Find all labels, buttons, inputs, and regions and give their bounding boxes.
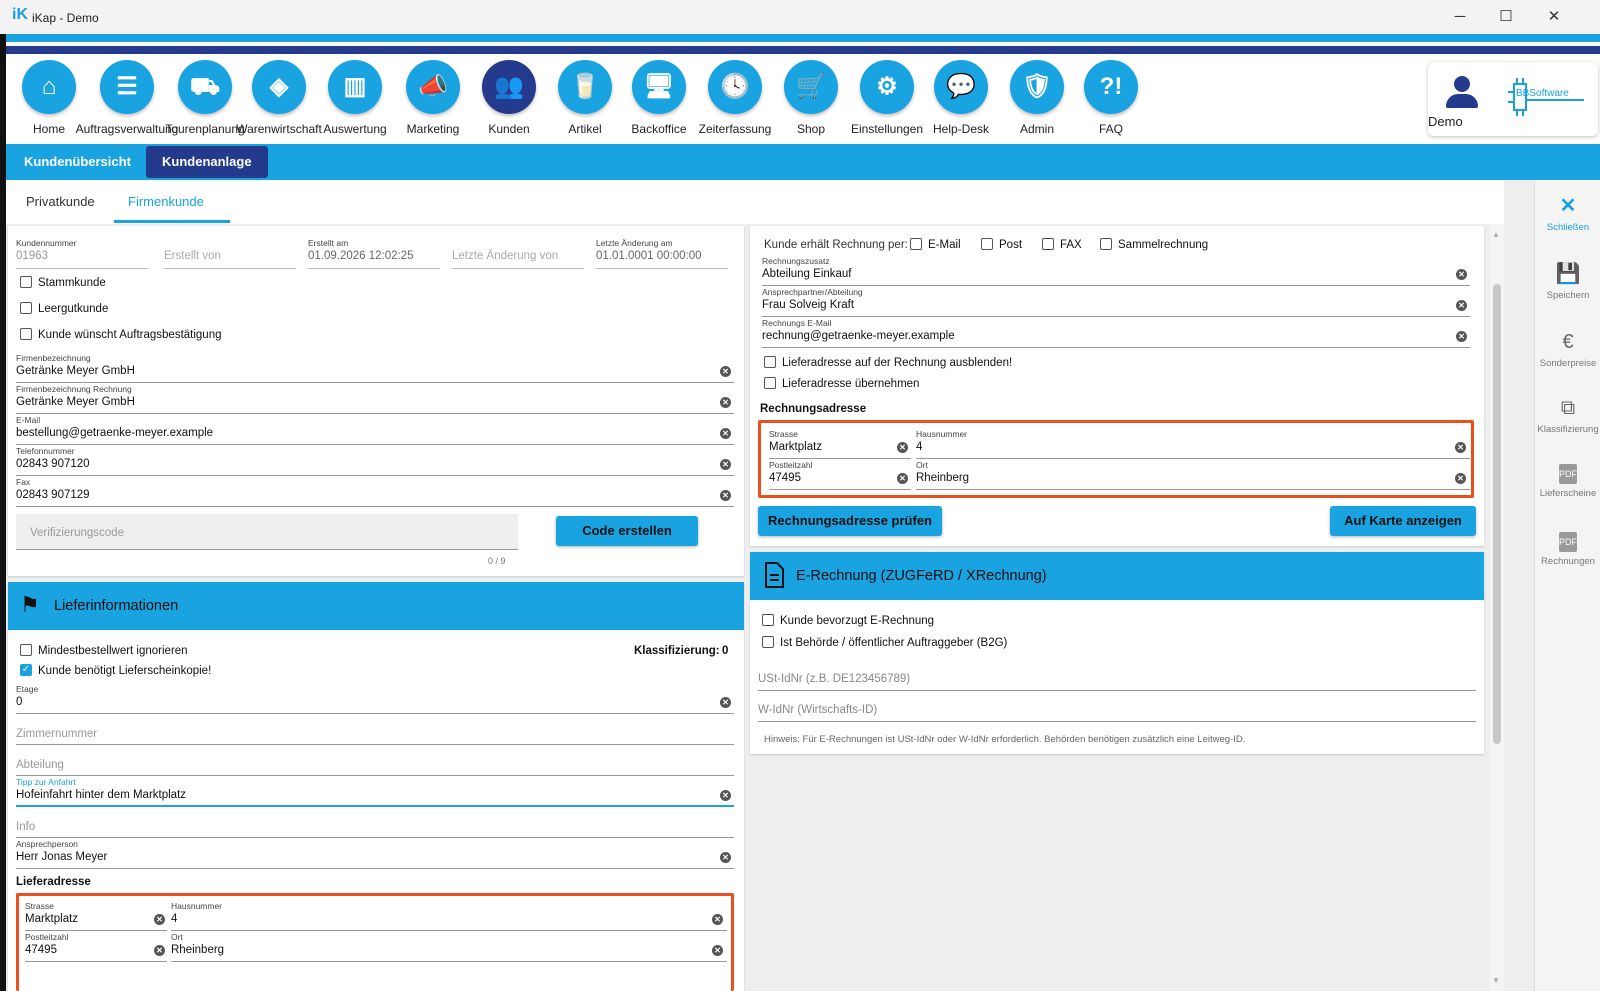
erstellt-von-field: Erstellt von	[164, 250, 221, 262]
strasse-input[interactable]: Marktplatz	[769, 441, 823, 453]
erechnung-title: E-Rechnung (ZUGFeRD / XRechnung)	[796, 568, 1047, 584]
rechnung-post-checkbox[interactable]	[981, 238, 993, 250]
ansprechpartner-input[interactable]: Frau Solveig Kraft	[762, 299, 855, 311]
nav-item-label: FAQ	[1098, 122, 1123, 136]
klassifizierung-button[interactable]	[1535, 396, 1600, 435]
maximize-button[interactable]: ☐	[1499, 8, 1513, 25]
sonderpreise-label: Sonderpreise	[1539, 358, 1597, 369]
rechnungen-button[interactable]	[1535, 532, 1600, 567]
rechnungsadresse-title: Rechnungsadresse	[760, 403, 867, 415]
schliessen-button[interactable]	[1535, 194, 1600, 233]
home-icon-glyph: ⌂	[41, 73, 57, 100]
postleitzahl-label: Postleitzahl	[25, 932, 69, 942]
truck-icon-glyph: ⛟	[189, 73, 221, 100]
order-list-icon-glyph: ☰	[116, 73, 138, 100]
cart-icon-glyph: 🛒	[796, 73, 826, 100]
letzte-aenderung-am-label: Letzte Änderung am	[596, 238, 673, 248]
rechnungszusatz-label: Rechnungszusatz	[762, 256, 830, 266]
clear-icon[interactable]: ✕	[1456, 269, 1467, 280]
kundennummer-field: 01963	[16, 250, 48, 262]
ort-label: Ort	[916, 460, 928, 470]
lieferadresse-box	[16, 893, 734, 991]
stammkunde-label: Stammkunde	[38, 277, 106, 289]
user-name: Demo	[1428, 114, 1463, 129]
user-box[interactable]	[1428, 62, 1598, 136]
strasse-label: Strasse	[25, 901, 54, 911]
nav-item-label: Auswertung	[323, 122, 387, 136]
rechnung-fax-checkbox[interactable]	[1042, 238, 1054, 250]
help-chat-icon-glyph: 💬	[946, 73, 976, 100]
lieferadresse-ausblenden-checkbox[interactable]	[764, 356, 776, 368]
sub-navigation	[6, 144, 1600, 180]
glass-icon	[558, 60, 612, 114]
hausnummer-input[interactable]: 4	[171, 913, 178, 925]
clock-icon	[708, 60, 762, 114]
bbsoftware-logo	[1506, 78, 1586, 116]
strasse-input[interactable]: Marktplatz	[25, 913, 79, 925]
action-sidebar	[1534, 180, 1600, 991]
erstellt-am-field: 01.09.2026 12:02:25	[308, 250, 414, 262]
pdf-icon: PDF	[1559, 464, 1577, 484]
delivery-card	[8, 582, 744, 991]
ust-idnr-input[interactable]: USt-IdNr (z.B. DE123456789)	[758, 673, 911, 685]
clear-icon[interactable]: ✕	[720, 397, 731, 408]
clear-icon[interactable]: ✕	[1456, 300, 1467, 311]
schliessen-label: Schließen	[1546, 222, 1590, 233]
telefon-label: Telefonnummer	[16, 446, 75, 456]
pdf-icon: PDF	[1559, 532, 1577, 552]
tab-kundenuebersicht[interactable]: Kundenübersicht	[24, 154, 131, 169]
shield-user-icon-glyph: 🛡	[1021, 73, 1053, 100]
etage-input[interactable]: 0	[16, 696, 23, 708]
kundennummer-label: Kundennummer	[16, 238, 77, 248]
user-icon	[1445, 76, 1479, 110]
erechnung-hinweis: Hinweis: Für E-Rechnungen ist USt-IdNr oder W-IdNr erforderlich. Behörden benötigen zusätzlich eine Leitweg-ID.	[764, 734, 1246, 745]
behoerde-checkbox[interactable]	[762, 636, 774, 648]
postleitzahl-label: Postleitzahl	[769, 460, 813, 470]
customer-type-tabs	[6, 180, 1504, 224]
info-input[interactable]: Info	[16, 821, 36, 833]
nav-item-label: Artikel	[568, 122, 602, 136]
erechnung-bevorzugt-checkbox[interactable]	[762, 614, 774, 626]
clear-icon[interactable]: ✕	[720, 790, 731, 801]
clear-icon[interactable]: ✕	[720, 490, 731, 501]
leergutkunde-checkbox[interactable]	[20, 302, 32, 314]
close-window-button[interactable]: ✕	[1547, 8, 1561, 25]
clear-icon[interactable]: ✕	[720, 697, 731, 708]
cart-icon	[784, 60, 838, 114]
nav-item-label: Shop	[796, 122, 826, 136]
telefon-input[interactable]: 02843 907120	[16, 458, 90, 470]
fax-label: Fax	[16, 477, 31, 487]
hausnummer-label: Hausnummer	[171, 901, 223, 911]
nav-item-label: Home	[32, 122, 65, 136]
auftragsbestaetigung-label: Kunde wünscht Auftragsbestätigung	[38, 329, 222, 341]
rechnung-email-label: E-Mail	[928, 239, 961, 251]
lieferscheine-label: Lieferscheine	[1539, 488, 1597, 499]
erstellt-am-label: Erstellt am	[308, 238, 349, 248]
title-bar	[0, 0, 1600, 34]
mindestbestellwert-checkbox[interactable]	[20, 644, 32, 656]
scroll-down-icon[interactable]: ▼	[1492, 976, 1500, 985]
gear-icon	[860, 60, 914, 114]
truck-icon	[178, 60, 232, 114]
lieferscheinkopie-checkbox[interactable]: ✓	[21, 664, 31, 675]
home-icon	[22, 60, 76, 114]
ansprechperson-label: Ansprechperson	[16, 839, 78, 849]
sonderpreise-button[interactable]	[1535, 330, 1600, 369]
tipp-anfahrt-input[interactable]: Hofeinfahrt hinter dem Marktplatz	[16, 789, 187, 801]
classification-icon: ⧉	[1560, 397, 1576, 419]
euro-icon: €	[1562, 331, 1574, 353]
clear-icon[interactable]: ✕	[897, 442, 908, 453]
klassifizierung-label: Klassifizierung:	[634, 645, 720, 657]
bar-chart-icon	[328, 60, 382, 114]
rechnung-email-checkbox[interactable]	[910, 238, 922, 250]
users-icon	[482, 60, 536, 114]
erechnung-header	[750, 552, 1484, 600]
tab-kundenanlage[interactable]: Kundenanlage	[146, 146, 268, 178]
stammkunde-checkbox[interactable]	[20, 276, 32, 288]
faq-icon	[1084, 60, 1138, 114]
minimize-button[interactable]: ─	[1454, 8, 1466, 25]
signpost-icon: ⚑	[20, 592, 40, 617]
zimmernummer-input[interactable]: Zimmernummer	[16, 728, 98, 740]
ort-input[interactable]: Rheinberg	[171, 944, 225, 956]
rechnung-per-label: Kunde erhält Rechnung per:	[764, 239, 908, 251]
nav-item-label: Tourenplanung	[165, 122, 245, 136]
lieferscheine-button[interactable]	[1535, 464, 1600, 499]
active-tab-indicator	[114, 220, 230, 223]
clear-icon[interactable]: ✕	[720, 459, 731, 470]
erechnung-card	[750, 552, 1484, 754]
company-card	[8, 226, 744, 576]
nav-item-label: Auftragsverwaltung	[75, 122, 179, 136]
box-icon	[252, 60, 306, 114]
speichern-button[interactable]	[1535, 262, 1600, 301]
postleitzahl-input[interactable]: 47495	[25, 944, 57, 956]
clear-icon[interactable]: ✕	[712, 945, 723, 956]
clear-icon[interactable]: ✕	[720, 366, 731, 377]
lieferadresse-uebernehmen-label: Lieferadresse übernehmen	[782, 378, 920, 390]
klassifizierung-value: 0	[722, 645, 729, 657]
faq-icon-glyph: ?!	[1099, 73, 1123, 100]
auf-karte-anzeigen-button[interactable]: Auf Karte anzeigen	[1330, 506, 1476, 536]
sammelrechnung-checkbox[interactable]	[1100, 238, 1112, 250]
computer-icon	[632, 60, 686, 114]
firmenbezeichnung-input[interactable]: Getränke Meyer GmbH	[16, 365, 135, 377]
letzte-aenderung-von-field: Letzte Änderung von	[452, 250, 559, 262]
rechnungsadresse-box	[758, 420, 1474, 498]
fax-input[interactable]: 02843 907129	[16, 489, 90, 501]
lieferadresse-ausblenden-label: Lieferadresse auf der Rechnung ausblenden!	[782, 357, 1013, 369]
scroll-up-icon[interactable]: ▲	[1492, 230, 1500, 239]
tab-firmenkunde[interactable]: Firmenkunde	[128, 194, 204, 209]
nav-item-label: Warenwirtschaft	[236, 122, 322, 136]
rechnung-post-label: Post	[999, 239, 1023, 251]
glass-icon-glyph: 🥛	[570, 73, 600, 100]
rechnungs-email-label: Rechnungs E-Mail	[762, 318, 832, 328]
ort-label: Ort	[171, 932, 183, 942]
save-icon: 💾	[1555, 263, 1581, 285]
ansprechperson-input[interactable]: Herr Jonas Meyer	[16, 851, 108, 863]
nav-item-label: Help-Desk	[932, 122, 989, 136]
nav-item-label: Zeiterfassung	[698, 122, 772, 136]
invoice-card	[750, 226, 1484, 546]
strasse-label: Strasse	[769, 429, 798, 439]
clock-icon-glyph: 🕓	[720, 73, 750, 100]
scrollbar-thumb[interactable]	[1493, 284, 1501, 744]
megaphone-icon-glyph: 📣	[418, 73, 448, 100]
clear-icon[interactable]: ✕	[712, 914, 723, 925]
brand-name: BBSoftware	[1516, 88, 1569, 99]
code-erstellen-button[interactable]: Code erstellen	[556, 516, 698, 546]
rechnungen-label: Rechnungen	[1541, 556, 1595, 567]
abteilung-input[interactable]: Abteilung	[16, 759, 64, 771]
tab-privatkunde[interactable]: Privatkunde	[26, 194, 95, 209]
close-icon: ✕	[1559, 195, 1577, 217]
scrollbar[interactable]	[1490, 224, 1504, 991]
firmenbezeichnung-label: Firmenbezeichnung	[16, 353, 91, 363]
lieferscheinkopie-label: Kunde benötigt Lieferscheinkopie!	[38, 665, 212, 677]
nav-item-faq[interactable]	[1072, 60, 1150, 136]
hausnummer-label: Hausnummer	[916, 429, 968, 439]
nav-item-label: Kunden	[488, 122, 530, 136]
users-icon-glyph: 👥	[494, 73, 524, 100]
verifizierungscode-counter: 0 / 9	[488, 556, 506, 566]
main-navigation	[6, 56, 1600, 144]
etage-label: Etage	[16, 684, 39, 694]
letzte-aenderung-am-field: 01.01.0001 00:00:00	[596, 250, 702, 262]
email-label: E-Mail	[16, 415, 41, 425]
firmenbezeichnung-rechnung-label: Firmenbezeichnung Rechnung	[16, 384, 132, 394]
clear-icon[interactable]: ✕	[720, 428, 731, 439]
nav-item-label: Marketing	[406, 122, 460, 136]
clear-icon[interactable]: ✕	[1456, 331, 1467, 342]
rechnungszusatz-input[interactable]: Abteilung Einkauf	[762, 268, 852, 280]
leergutkunde-label: Leergutkunde	[38, 303, 109, 315]
erechnung-bevorzugt-label: Kunde bevorzugt E-Rechnung	[780, 615, 935, 627]
clear-icon[interactable]: ✕	[897, 473, 908, 484]
nav-item-label: Admin	[1019, 122, 1054, 136]
delivery-title: Lieferinformationen	[54, 598, 179, 614]
tipp-anfahrt-label: Tipp zur Anfahrt	[16, 777, 76, 787]
lieferadresse-title: Lieferadresse	[16, 876, 91, 888]
clear-icon[interactable]: ✕	[1455, 473, 1466, 484]
order-list-icon	[100, 60, 154, 114]
ort-input[interactable]: Rheinberg	[916, 472, 970, 484]
klassifizierung-sidebar-label: Klassifizierung	[1537, 424, 1599, 435]
behoerde-label: Ist Behörde / öffentlicher Auftraggeber (B2G)	[780, 637, 1008, 649]
verifizierungscode-placeholder: Verifizierungscode	[30, 527, 124, 539]
email-input[interactable]: bestellung@getraenke-meyer.example	[16, 427, 214, 439]
rechnungs-email-input[interactable]: rechnung@getraenke-meyer.example	[762, 330, 955, 342]
verifizierungscode-input[interactable]	[16, 514, 518, 550]
app-logo-icon: iK	[12, 6, 28, 23]
megaphone-icon	[406, 60, 460, 114]
help-chat-icon	[934, 60, 988, 114]
auftragsbestaetigung-checkbox[interactable]	[20, 328, 32, 340]
sammelrechnung-label: Sammelrechnung	[1118, 239, 1209, 251]
clear-icon[interactable]: ✕	[720, 852, 731, 863]
header-stripe-dark	[6, 46, 1600, 54]
postleitzahl-input[interactable]: 47495	[769, 472, 801, 484]
delivery-header	[8, 582, 744, 630]
shield-user-icon	[1010, 60, 1064, 114]
document-icon	[764, 562, 784, 588]
rechnung-fax-label: FAX	[1060, 239, 1082, 251]
hausnummer-input[interactable]: 4	[916, 441, 923, 453]
clear-icon[interactable]: ✕	[154, 914, 165, 925]
nav-item-label: Einstellungen	[850, 122, 924, 136]
mindestbestellwert-label: Mindestbestellwert ignorieren	[38, 645, 188, 657]
computer-icon-glyph: 🖥	[643, 73, 675, 100]
header-stripe	[6, 34, 1600, 42]
clear-icon[interactable]: ✕	[154, 945, 165, 956]
content-area	[6, 180, 1534, 991]
nav-item-label: Backoffice	[631, 122, 687, 136]
clear-icon[interactable]: ✕	[1455, 442, 1466, 453]
rechnungsadresse-pruefen-button[interactable]: Rechnungsadresse prüfen	[758, 506, 942, 536]
ansprechpartner-label: Ansprechpartner/Abteilung	[762, 287, 863, 297]
lieferadresse-uebernehmen-checkbox[interactable]	[764, 377, 776, 389]
box-icon-glyph: ◈	[269, 73, 289, 100]
speichern-label: Speichern	[1546, 290, 1590, 301]
gear-icon-glyph: ⚙	[876, 73, 898, 100]
window-title: iKap - Demo	[32, 11, 99, 25]
w-idnr-input[interactable]: W-IdNr (Wirtschafts-ID)	[758, 704, 878, 716]
firmenbezeichnung-rechnung-input[interactable]: Getränke Meyer GmbH	[16, 396, 135, 408]
bar-chart-icon-glyph: ▥	[343, 73, 367, 100]
